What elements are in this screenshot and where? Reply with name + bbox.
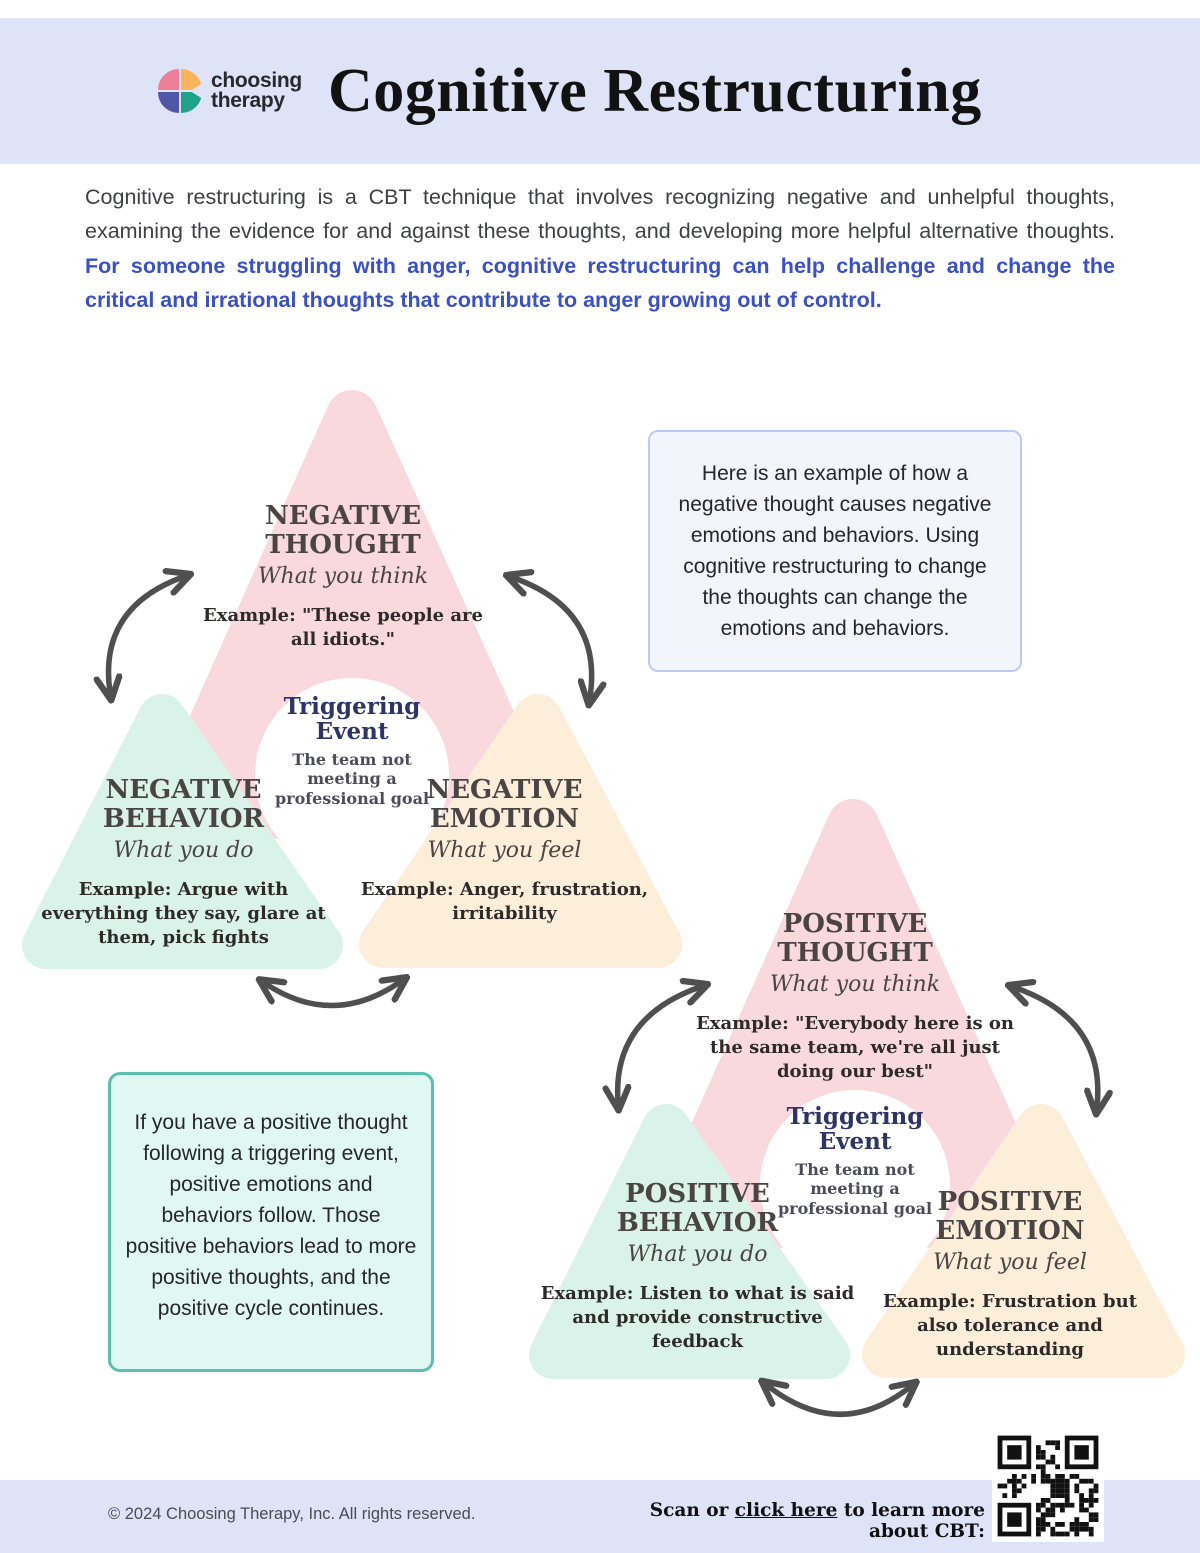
cycle-arrow-icon xyxy=(266,982,400,1006)
brand-name-line2: therapy xyxy=(211,89,285,112)
positive-cycle-callout: If you have a positive thought following a triggering event, positive emotions and behaviors follow. Those positive behaviors lead to more positive thoughts, and the positive cycle continues. xyxy=(108,1072,434,1372)
section-subtitle: What you do xyxy=(113,838,254,864)
section-subtitle: What you feel xyxy=(427,838,582,864)
section-title: POSITIVE BEHAVIOR xyxy=(616,1179,779,1239)
cycle-arrow-icon xyxy=(109,577,183,692)
section-subtitle: What you feel xyxy=(933,1250,1087,1276)
section-example: Example: Anger, frustration, irritability xyxy=(360,879,649,924)
qr-code xyxy=(992,1430,1104,1542)
section-subtitle: What you think xyxy=(769,972,941,998)
positive-behavior-label xyxy=(540,1180,855,1353)
cycle-arrow-icon xyxy=(618,987,700,1102)
section-title: NEGATIVE THOUGHT xyxy=(264,501,422,561)
scan-prefix: Scan or xyxy=(649,1500,735,1521)
trigger-description: The team not meeting a professional goal xyxy=(274,749,430,808)
cbt-link[interactable]: click here xyxy=(734,1500,838,1521)
scan-cta xyxy=(620,1500,985,1542)
trigger-description: The team not meeting a professional goal xyxy=(777,1159,933,1218)
section-example: Example: Frustration but also tolerance and understanding xyxy=(882,1291,1138,1360)
header xyxy=(0,18,1200,164)
intro-text: Cognitive restructuring is a CBT technique that involves recognizing negative and unhelpful thoughts, examining the evidence for and against these thoughts, and developing more helpful alternative thoughts. xyxy=(85,185,1115,244)
section-subtitle: What you do xyxy=(627,1242,768,1268)
page-title: Cognitive Restructuring xyxy=(327,56,982,125)
intro-paragraph xyxy=(85,180,1115,318)
scan-suffix: to learn more about CBT: xyxy=(837,1500,985,1542)
cycle-arrow-icon xyxy=(768,1386,910,1414)
copyright-text: © 2024 Choosing Therapy, Inc. All rights reserved. xyxy=(108,1505,476,1523)
negative-cycle-callout: Here is an example of how a negative thought causes negative emotions and behaviors. Using cognitive restructuring to change the thoughts can change the emotions and behaviors. xyxy=(648,430,1022,672)
section-subtitle: What you think xyxy=(257,564,429,590)
intro-highlight-text: For someone struggling with anger, cognitive restructuring can help challenge and change the critical and irrational thoughts that contribute to anger growing out of control. xyxy=(85,253,1115,313)
cycle-arrow-icon xyxy=(1016,988,1098,1106)
brand-name xyxy=(211,68,302,112)
positive-thought-label xyxy=(690,910,1020,1083)
negative-emotion-label xyxy=(357,776,652,926)
positive-emotion-label xyxy=(865,1188,1155,1361)
brand xyxy=(158,69,302,113)
negative-behavior-label xyxy=(36,776,331,949)
section-example: Example: "These people are all idiots." xyxy=(203,605,483,650)
section-title: NEGATIVE EMOTION xyxy=(426,775,583,835)
section-title: NEGATIVE BEHAVIOR xyxy=(102,775,265,835)
trigger-title: Triggering Event xyxy=(283,693,421,746)
cycle-arrow-icon xyxy=(514,578,592,697)
brand-name-line1: choosing xyxy=(211,68,302,92)
section-title: POSITIVE THOUGHT xyxy=(777,909,933,969)
section-example: Example: Argue with everything they say, glare at them, pick fights xyxy=(41,879,326,948)
section-example: Example: Listen to what is said and provide constructive feedback xyxy=(540,1283,855,1352)
choosing-therapy-logo-icon xyxy=(158,69,202,113)
trigger-title: Triggering Event xyxy=(786,1103,924,1156)
section-title: POSITIVE EMOTION xyxy=(935,1187,1085,1247)
section-example: Example: "Everybody here is on the same team, we're all just doing our best" xyxy=(696,1013,1014,1082)
negative-thought-label xyxy=(198,502,488,652)
